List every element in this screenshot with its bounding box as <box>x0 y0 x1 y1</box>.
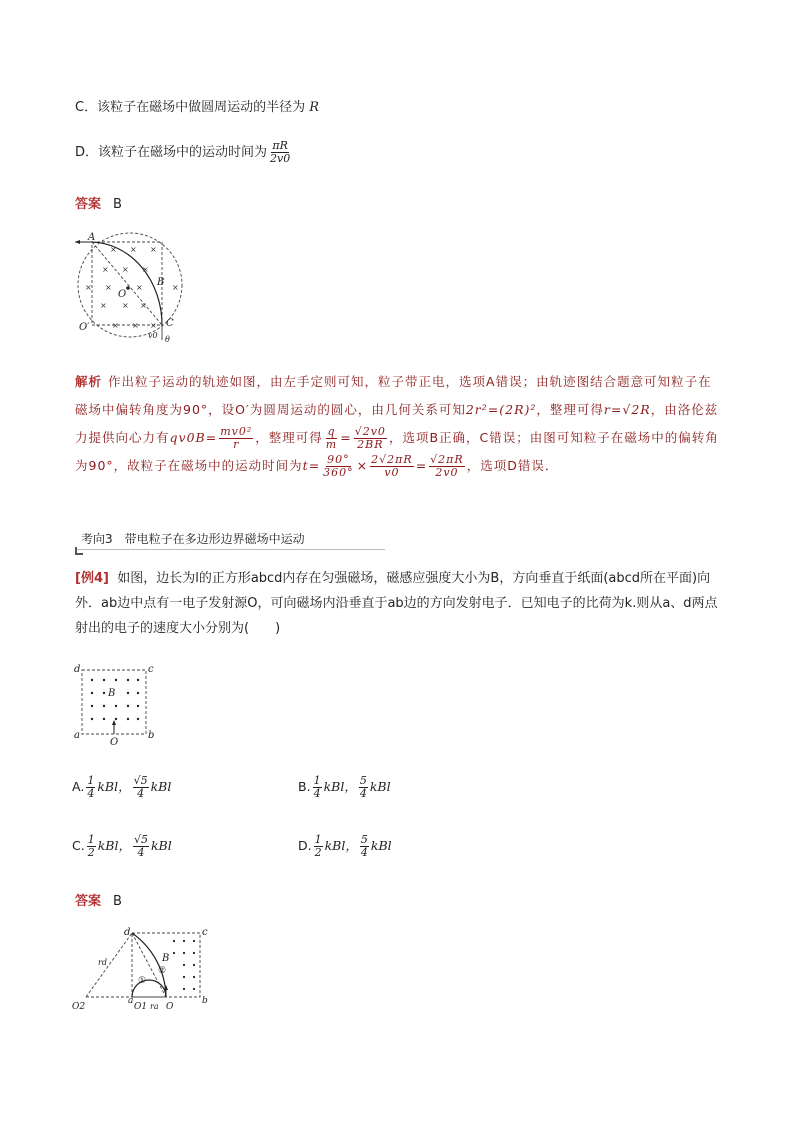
section-heading: 考向3 带电粒子在多边形边界磁场中运动 <box>75 527 385 550</box>
answer-2: 答案 B <box>75 894 122 909</box>
option-a[interactable]: A. $\frac{1}{4}$ kBl， $\frac{√5}{4}$ kBl <box>72 774 172 800</box>
cross-mark: × <box>150 245 157 254</box>
label-O: O <box>110 737 119 748</box>
answer-1: 答案 B <box>75 197 122 212</box>
option-c: C．该粒子在磁场中做圆周运动的半径为 R <box>75 100 320 115</box>
label-theta: θ <box>165 335 170 344</box>
label-path-2: ② <box>158 966 167 976</box>
label-d: d <box>74 664 81 675</box>
label-ra: ra <box>150 1002 159 1011</box>
field-dots <box>91 679 139 720</box>
figure-solution-trajectories <box>70 925 220 1015</box>
label-O1: O1 <box>134 1002 148 1012</box>
analysis-paragraph: 解析 作出粒子运动的轨迹如图，由左手定则可知，粒子带正电，选项A错误；由轨迹图结合题意可知粒子在磁场中偏转角度为90°，设O′为圆周运动的圆心，由几何关系可知2r²=(2R)²，整理可得r=√2R，由洛伦兹力提供向心力有qv0B= $\frac{\text{mv0²}}{r}$ ，整理可得 $\frac{q}{m}$ = $\frac{√2v0}{2BR}$ ，选项B正确，C错误；由图可知粒子在磁场中的偏转角为90°，故粒子在磁场中的运动时间为t= $\frac{90^\circ}{360^\circ}$ × $\frac{2√2\pi R}{v0}$ = $\frac{√2\pi R}{2v0}$ ，选项D错误． <box>75 374 719 479</box>
option-d-choice[interactable]: D. $\frac{1}{2}$ kBl， $\frac{5}{4}$ kBl <box>298 833 392 859</box>
cross-mark: × <box>136 283 143 292</box>
option-c-var: R <box>309 100 320 115</box>
cross-mark: × <box>102 265 109 274</box>
label-c: c <box>202 927 208 938</box>
cross-mark: × <box>122 301 129 310</box>
cross-mark: × <box>100 301 107 310</box>
cross-mark: × <box>130 245 137 254</box>
label-O: O <box>118 289 127 300</box>
option-d: D．该粒子在磁场中的运动时间为 $\frac{\pi R}{2v0}$ <box>75 139 291 165</box>
label-d: d <box>124 927 131 938</box>
label-C: C <box>166 318 174 329</box>
label-v0: v0 <box>148 331 158 340</box>
cross-mark: × <box>132 321 139 330</box>
option-b[interactable]: B. $\frac{1}{4}$ kBl， $\frac{5}{4}$ kBl <box>298 774 391 800</box>
label-path-1: ① <box>138 976 147 986</box>
label-b: b <box>148 730 155 741</box>
cross-mark: × <box>110 245 117 254</box>
label-c: c <box>148 664 154 675</box>
option-d-fraction: $\frac{\pi R}{2v0}$ <box>270 139 291 165</box>
figure-circle-trajectory <box>70 230 190 345</box>
label-rd: rd <box>98 958 107 967</box>
cross-mark: × <box>122 265 129 274</box>
cross-mark: × <box>85 283 92 292</box>
example-4: [例4] 如图，边长为l的正方形abcd内存在匀强磁场，磁感应强度大小为B，方向垂直于纸面(abcd所在平面)向外．ab边中点有一电子发射源O，可向磁场内沿垂直于ab边的方向发射电子．已知电子的比荷为k.则从a、d两点射出的电子的速度大小分别为( ) <box>75 571 718 636</box>
option-c-choice[interactable]: C. $\frac{1}{2}$ kBl， $\frac{√5}{4}$ kBl <box>72 833 172 859</box>
label-B: B <box>157 277 165 288</box>
cross-mark: × <box>142 265 149 274</box>
figure-square-field <box>70 662 160 747</box>
cross-mark: × <box>112 321 119 330</box>
label-a: a <box>128 996 134 1006</box>
label-b: b <box>202 996 208 1006</box>
label-O-prime: O′ <box>79 322 90 333</box>
cross-mark: × <box>140 301 147 310</box>
label-O: O <box>166 1002 174 1012</box>
label-A: A <box>88 232 96 243</box>
label-a: a <box>74 730 80 741</box>
cross-mark: × <box>105 283 112 292</box>
label-B: B <box>162 953 170 964</box>
cross-mark: × <box>172 283 179 292</box>
cross-mark: × <box>150 321 157 330</box>
label-B: B <box>108 688 116 699</box>
label-O2: O2 <box>72 1002 86 1012</box>
